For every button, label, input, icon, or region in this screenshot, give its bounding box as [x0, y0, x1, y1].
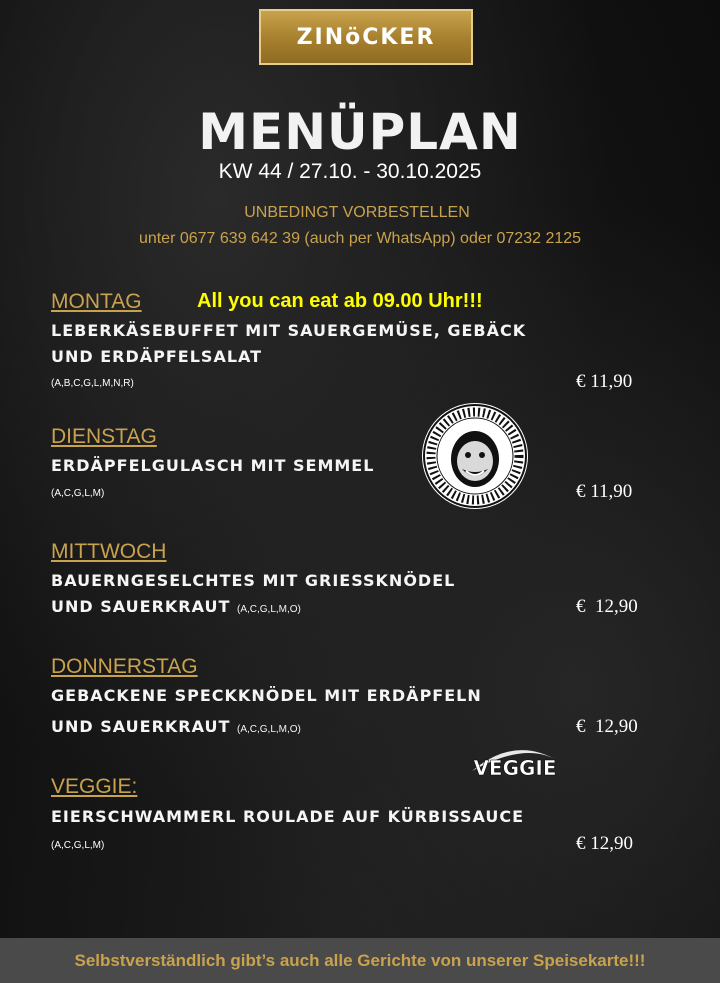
day-heading-montag: MONTAG: [51, 290, 142, 313]
logo-text: ZINöCKER: [296, 24, 436, 50]
preorder-notice: UNBEDINGT VORBESTELLEN: [244, 204, 470, 221]
dish-dienstag-line1: ERDÄPFELGULASCH MIT SEMMEL: [51, 456, 375, 475]
veggie-badge-text: VEGGIE: [473, 756, 557, 780]
page-title: MENÜPLAN: [198, 103, 522, 161]
day-heading-mittwoch: MITTWOCH: [51, 540, 167, 563]
allergens-dienstag: (A,C,G,L,M): [51, 488, 105, 499]
veggie-leaf-icon: [466, 731, 564, 791]
price-mittwoch: € 12,90: [576, 596, 638, 617]
price-donnerstag: € 12,90: [576, 716, 638, 737]
dish-mittwoch-line1: BAUERNGESELCHTES MIT GRIESSKNÖDEL: [51, 571, 456, 590]
dish-donnerstag-line2: UND SAUERKRAUT: [51, 717, 231, 736]
allergens-montag: (A,B,C,G,L,M,N,R): [51, 378, 134, 389]
dish-montag-line2: UND ERDÄPFELSALAT: [51, 347, 263, 366]
price-veggie: € 12,90: [576, 833, 633, 854]
day-heading-veggie: VEGGIE:: [51, 775, 138, 798]
veggie-badge: [466, 731, 564, 791]
allergens-donnerstag: (A,C,G,L,M,O): [236, 724, 301, 735]
day-heading-donnerstag: DONNERSTAG: [51, 655, 198, 678]
promo-all-you-can-eat: All you can eat ab 09.00 Uhr!!!: [197, 290, 483, 312]
dish-donnerstag-line1: GEBACKENE SPECKKNÖDEL MIT ERDÄPFELN: [51, 686, 482, 705]
price-dienstag: € 11,90: [576, 481, 633, 502]
dish-veggie-line1: EIERSCHWAMMERL ROULADE AUF KÜRBISSAUCE: [51, 807, 525, 826]
week-subtitle: KW 44 / 27.10. - 30.10.2025: [218, 160, 482, 183]
dish-mittwoch-line2: UND SAUERKRAUT: [51, 597, 231, 616]
footer-banner: [0, 938, 720, 983]
dish-donnerstag-line2-wrap: [51, 712, 301, 745]
guest-of-the-week-seal: [422, 403, 528, 509]
footer-text: Selbstverständlich gibt’s auch alle Gerichte von unserer Speisekarte!!!: [74, 950, 646, 970]
contact-phone-numbers: unter 0677 639 642 39 (auch per WhatsApp) oder 07232 2125: [138, 230, 582, 247]
day-heading-dienstag: DIENSTAG: [51, 425, 157, 448]
face-portrait-icon: [422, 403, 528, 509]
price-montag: € 11,90: [576, 371, 633, 392]
allergens-veggie: (A,C,G,L,M): [51, 840, 105, 851]
dish-mittwoch-line2-wrap: [51, 592, 301, 625]
allergens-mittwoch: (A,C,G,L,M,O): [236, 604, 301, 615]
dish-montag-line1: LEBERKÄSEBUFFET MIT SAUERGEMÜSE, GEBÄCK: [51, 321, 527, 340]
zinoecker-logo: [259, 9, 473, 65]
